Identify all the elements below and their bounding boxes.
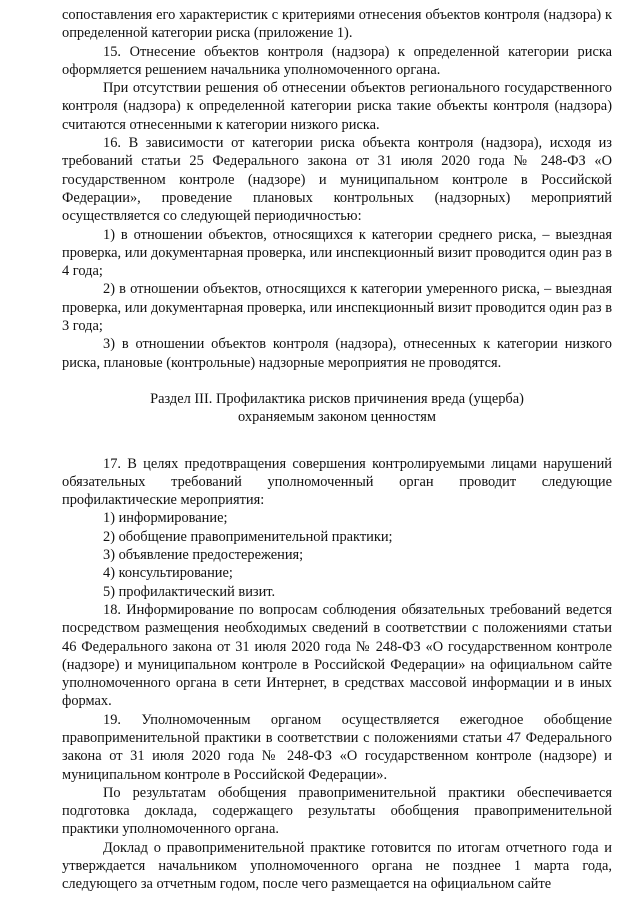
list-item-consulting: 4) консультирование; <box>103 565 233 582</box>
list-item-moderate-risk: 2) в отношении объектов, относящихся к категории умеренного риска, – выездная проверка, или документарная проверка, или инспекционный визит проводится один раз в 3 года; <box>62 281 612 335</box>
paragraph-criteria-continuation: сопоставления его характеристик с критериями отнесения объектов контроля (надзора) к определенной категории риска (приложение 1). <box>62 7 612 42</box>
paragraph-19: 19. Уполномоченным органом осуществляется ежегодное обобщение правоприменительной практики в соответствии с положениями статьи 47 Федерального закона от 31 июля 2020 года № 248-ФЗ «О государственном контроле (надзоре) и муниципальном контроле в Российской Федерации». <box>62 711 612 783</box>
section-heading <box>62 390 612 427</box>
paragraph-15: 15. Отнесение объектов контроля (надзора) к определенной категории риска оформляется решением начальника уполномоченного органа. <box>62 43 612 78</box>
paragraph-18: 18. Информирование по вопросам соблюдения обязательных требований ведется посредством размещения необходимых сведений в соответствии с положениями статьи 46 Федерального закона от 31 июля 2020 года № 248-ФЗ «О государственном контроле (надзоре) и муниципальном контроле в Российской Федерации» на официальном сайте уполномоченного органа в сети Интернет, в средствах массовой информации и в иных формах. <box>62 601 612 710</box>
list-item-preventive-visit: 5) профилактический визит. <box>103 583 276 600</box>
list-item-warning: 3) объявление предостережения; <box>103 547 304 564</box>
paragraph-no-decision: При отсутствии решения об отнесении объектов регионального государственного контроля (надзора) к определенной категории риска такие объекты контроля (надзора) считаются отнесенными к категории низкого риска. <box>62 80 612 133</box>
list-item-low-risk: 3) в отношении объектов контроля (надзора), отнесенных к категории низкого риска, плановые (контрольные) надзорные мероприятия не проводятся. <box>62 336 612 371</box>
section-heading-line-1: Раздел III. Профилактика рисков причинения вреда (ущерба) <box>150 390 524 407</box>
paragraph-report-preparation: По результатам обобщения правоприменительной практики обеспечивается подготовка доклада, содержащего результаты обобщения правоприменительной практики уполномоченного органа. <box>62 784 612 838</box>
paragraph-report-approval: Доклад о правоприменительной практике готовится по итогам отчетного года и утверждается начальником уполномоченного органа не позднее 1 марта года, следующего за отчетным годом, после чего размещается на официальном сайте <box>62 839 612 893</box>
list-item-medium-risk: 1) в отношении объектов, относящихся к категории среднего риска, – выездная проверка, или документарная проверка, или инспекционный визит проводится один раз в 4 года; <box>62 226 612 280</box>
paragraph-17: 17. В целях предотвращения совершения контролируемыми лицами нарушений обязательных требований уполномоченный орган проводит следующие профилактические мероприятия: <box>62 455 612 509</box>
section-heading-line-2: охраняемым законом ценностям <box>238 409 436 426</box>
list-item-practice-generalization: 2) обобщение правоприменительной практики; <box>103 528 393 545</box>
paragraph-16: 16. В зависимости от категории риска объекта контроля (надзора), исходя из требований статьи 25 Федерального закона от 31 июля 2020 года № 248-ФЗ «О государственном контроле (надзоре) и муниципальном контроле в Российской Федерации», проведение плановых контрольных (надзорных) мероприятий осуществляется со следующей периодичностью: <box>62 135 612 225</box>
list-item-informing: 1) информирование; <box>103 510 228 527</box>
